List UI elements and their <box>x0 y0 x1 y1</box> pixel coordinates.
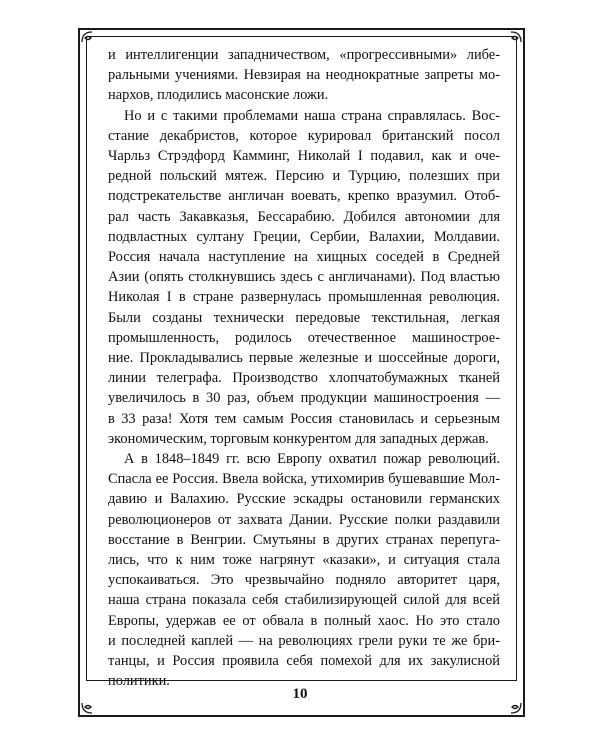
text-line: Спасла ее Россия. Ввела войска, утихомирив бушевавшие Мол- <box>108 471 500 488</box>
text-line: танцы, и Россия проявила себя помехой для их закулисной <box>108 653 500 670</box>
text-line: экономическим, торговым конкурентом для западных держав. <box>108 430 489 447</box>
text-line: Николая I в стране развернулась промышленная революция. <box>108 289 500 306</box>
text-line: Чарльз Стрэдфорд Камминг, Николай I подавил, как и оче- <box>108 148 500 165</box>
text-line: успокаиваться. Это чрезвычайно подняло авторитет царя, <box>108 572 500 589</box>
text-line: увеличилось в 30 раз, объем продукции машиностроения — <box>108 390 500 407</box>
corner-ornament-icon <box>501 30 523 52</box>
text-line: давию и Валахию. Русские эскадры остановили германских <box>108 491 500 508</box>
text-line: лись, что к ним тоже нагрянут «казаки», и ситуация стала <box>108 552 500 569</box>
text-line: политики. <box>108 673 170 690</box>
text-line: ние. Прокладывались первые железные и шоссейные дороги, <box>108 350 500 367</box>
text-line: восстание в Венгрии. Смутьяны в других странах перепуга- <box>108 531 500 548</box>
text-line: в 33 раза! Хотя тем самым Россия становилась и серьезным <box>108 410 500 427</box>
text-line: и последней каплей — на революциях грели руки те же бри- <box>108 632 500 649</box>
text-line: стание декабристов, которое курировал британский посол <box>108 127 500 144</box>
text-line: подстрекательстве англичан воевать, крепко вразумил. Отоб- <box>108 188 500 205</box>
text-line: революционеров от захвата Дании. Русские полки раздавили <box>108 511 500 528</box>
body-text <box>108 45 500 692</box>
page-number: 10 <box>292 686 308 702</box>
text-line: Азии (опять столкнувшись здесь с англичанами). Под властью <box>108 269 500 286</box>
text-line: рал часть Закавказья, Бессарабию. Добился автономии для <box>108 208 500 225</box>
corner-ornament-icon <box>80 30 102 52</box>
text-line: Но и с такими проблемами наша страна справлялась. Вос- <box>124 107 500 124</box>
text-line: ральными учениями. Невзирая на неоднократные запреты мо- <box>108 67 500 84</box>
text-line: редной польский мятеж. Персию и Турцию, полезших при <box>108 168 500 185</box>
text-line: и интеллигенции западничеством, «прогрессивными» либе- <box>108 47 500 63</box>
text-line: Россия начала наступление на хищных соседей в Средней <box>108 249 500 266</box>
text-line: промышленность, родилось отечественное машинострое- <box>108 329 500 346</box>
text-line: нархов, плодились масонские ложи. <box>108 87 329 104</box>
text-line: Были созданы технически передовые текстильная, легкая <box>108 309 500 326</box>
text-line: наша страна показала себя стабилизирующей силой для всей <box>108 592 500 609</box>
text-line: Европы, удержав ее от обвала в полный хаос. Но это стало <box>108 612 500 629</box>
text-line: А в 1848–1849 гг. всю Европу охватил пожар революций. <box>124 451 500 468</box>
text-line: подвластных султану Греции, Сербии, Валахии, Молдавии. <box>108 228 500 245</box>
text-line: линии телеграфа. Производство хлопчатобумажных тканей <box>108 370 500 387</box>
